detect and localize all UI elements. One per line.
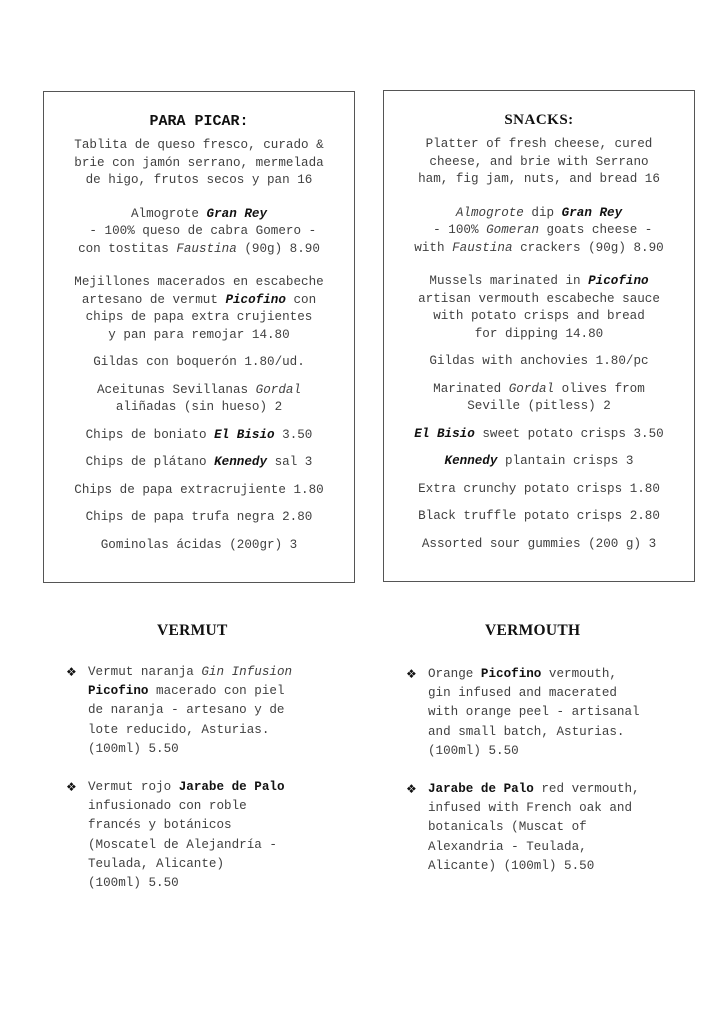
item-price: (100ml) 5.50: [88, 876, 179, 891]
menu-item: [48, 206, 350, 259]
vermouth-title: VERMOUTH: [485, 622, 581, 639]
item-line: ham, fig jam, nuts, and bread 16: [418, 172, 660, 186]
item-line: [388, 222, 690, 240]
item-price: (100ml) 5.50: [88, 741, 179, 756]
brand-name: Gordal: [508, 381, 555, 396]
item-line: - 100% queso de cabra Gomero -: [81, 224, 317, 238]
menu-item: [48, 137, 350, 190]
menu-item: [388, 205, 690, 258]
diamond-bullet-icon: ❖: [406, 782, 417, 797]
list-item: [66, 778, 356, 893]
item-text: con: [285, 292, 317, 307]
brand-name: Faustina: [452, 240, 513, 255]
menu-item: [388, 273, 690, 343]
snacks-title: SNACKS:: [504, 112, 574, 128]
menu-item: [388, 453, 690, 471]
menu-item: [48, 427, 350, 445]
item-line: infused with French oak and: [428, 801, 633, 816]
item-line: [88, 663, 356, 682]
item-line: Seville (pitless) 2: [467, 399, 611, 413]
item-line: aliñadas (sin hueso) 2: [115, 400, 283, 414]
item-line: [428, 780, 696, 799]
item-line: [388, 273, 690, 291]
menu-item: [48, 454, 350, 472]
item-text: con tostitas: [78, 241, 177, 256]
item-line: and small batch, Asturias.: [428, 724, 625, 739]
item-line: [88, 778, 356, 797]
item-line: infusionado con roble: [88, 799, 247, 814]
brand-name: Picofino: [225, 292, 286, 307]
menu-item: [48, 382, 350, 417]
item-line: [388, 205, 690, 223]
item-line: [48, 292, 350, 310]
item-text: Orange: [428, 667, 481, 681]
diamond-bullet-icon: ❖: [406, 667, 417, 681]
item-text: Chips de plátano: [85, 455, 215, 469]
brand-name: Kennedy: [214, 455, 268, 469]
item-line: chips de papa extra crujientes: [85, 310, 313, 324]
brand-name: Jarabe de Palo: [428, 782, 534, 797]
vermut-list: [66, 663, 356, 893]
item-text: Chips de boniato: [85, 427, 215, 442]
item-text: sweet potato crisps 3.50: [474, 426, 664, 441]
menu-item: [388, 136, 690, 189]
item-text: Marinated: [433, 381, 509, 396]
brand-name: Picofino: [480, 667, 542, 681]
item-text: olives from: [554, 381, 645, 396]
item-line: y pan para remojar 14.80: [108, 327, 290, 342]
menu-item: Chips de papa extracrujiente 1.80: [74, 482, 324, 497]
vermouth-list: [406, 665, 696, 876]
list-item: [406, 780, 696, 876]
snacks-box: [383, 90, 695, 582]
menu-item: Gominolas ácidas (200gr) 3: [100, 537, 298, 552]
para-picar-list: [44, 137, 354, 554]
item-line: [428, 665, 696, 684]
snacks-list: [384, 136, 694, 553]
item-price: (90g) 8.90: [236, 241, 320, 256]
item-price: 3.50: [274, 427, 313, 442]
menu-item: Assorted sour gummies (200 g) 3: [421, 536, 657, 551]
item-line: [388, 240, 690, 258]
item-text: with: [414, 240, 453, 255]
item-price: sal 3: [267, 455, 313, 469]
item-line: Teulada, Alicante): [88, 856, 225, 871]
item-line: brie con jamón serrano, mermelada: [74, 155, 324, 170]
brand-name: Picofino: [88, 684, 149, 699]
item-line: with orange peel - artisanal: [428, 705, 640, 720]
item-text: vermouth,: [541, 667, 617, 681]
menu-item: [388, 426, 690, 444]
item-line: de higo, frutos secos y pan 16: [85, 173, 313, 187]
item-text: Aceitunas Sevillanas: [96, 382, 256, 397]
brand-name: El Bisio: [214, 427, 275, 442]
brand-name: Kennedy: [444, 454, 498, 468]
para-picar-box: [43, 91, 355, 583]
item-line: cheese, and brie with Serrano: [429, 154, 649, 169]
brand-name: Faustina: [176, 241, 237, 256]
item-text: Vermut naranja: [88, 665, 202, 679]
item-text: macerado con piel: [148, 684, 285, 699]
item-text: Gin Infusion: [201, 665, 293, 679]
item-text: artesano de vermut: [81, 292, 226, 307]
item-line: francés y botánicos: [88, 818, 232, 833]
menu-item: [48, 274, 350, 344]
item-text: Vermut rojo: [88, 780, 179, 795]
brand-name: Gordal: [255, 382, 302, 397]
para-picar-title: PARA PICAR:: [149, 113, 249, 130]
item-text: Almogrote: [130, 206, 207, 221]
item-line: [88, 682, 356, 701]
brand-name: Gran Rey: [206, 206, 268, 221]
item-text: red vermouth,: [533, 782, 640, 797]
item-line: [388, 381, 690, 399]
item-text: - 100%: [425, 223, 487, 237]
item-text: Almogrote: [455, 205, 524, 220]
list-item: [66, 663, 356, 759]
brand-name: Picofino: [588, 274, 649, 288]
item-price: Alicante) (100ml) 5.50: [428, 858, 595, 873]
brand-name: Jarabe de Palo: [178, 780, 285, 795]
menu-item: [388, 381, 690, 416]
item-line: lote reducido, Asturias.: [88, 722, 270, 737]
item-line: gin infused and macerated: [428, 686, 617, 701]
brand-name: El Bisio: [414, 426, 475, 441]
item-line: Mejillones macerados en escabeche: [74, 275, 324, 289]
list-item: [406, 665, 696, 761]
item-line: for dipping 14.80: [474, 326, 604, 341]
item-text: Gomeran: [486, 223, 539, 237]
item-line: with potato crisps and bread: [433, 309, 645, 323]
diamond-bullet-icon: ❖: [66, 665, 77, 679]
item-line: Tablita de queso fresco, curado &: [74, 138, 324, 152]
menu-item: Chips de papa trufa negra 2.80: [85, 510, 313, 524]
item-line: artisan vermouth escabeche sauce: [418, 291, 660, 306]
menu-item: Black truffle potato crisps 2.80: [418, 509, 660, 523]
vermut-title: VERMUT: [157, 622, 228, 639]
item-line: botanicals (Muscat of: [428, 820, 587, 835]
item-line: Platter of fresh cheese, cured: [425, 137, 653, 151]
item-line: de naranja - artesano y de: [88, 703, 285, 718]
item-price: crackers (90g) 8.90: [512, 240, 664, 255]
diamond-bullet-icon: ❖: [66, 780, 77, 795]
item-text: dip: [523, 205, 562, 220]
item-line: (Moscatel de Alejandría -: [88, 837, 277, 852]
brand-name: Gran Rey: [561, 205, 623, 220]
menu-item: Gildas con boquerón 1.80/ud.: [93, 355, 305, 369]
item-text: Mussels marinated in: [429, 274, 589, 288]
item-price: (100ml) 5.50: [428, 743, 519, 758]
item-line: [48, 241, 350, 259]
item-text: plantain crisps 3: [497, 454, 634, 468]
menu-item: Extra crunchy potato crisps 1.80: [418, 481, 660, 496]
menu-item: Gildas with anchovies 1.80/pc: [429, 354, 649, 368]
item-line: [48, 206, 350, 224]
item-line: [48, 382, 350, 400]
item-text: goats cheese -: [539, 223, 653, 237]
item-line: Alexandria - Teulada,: [428, 839, 587, 854]
